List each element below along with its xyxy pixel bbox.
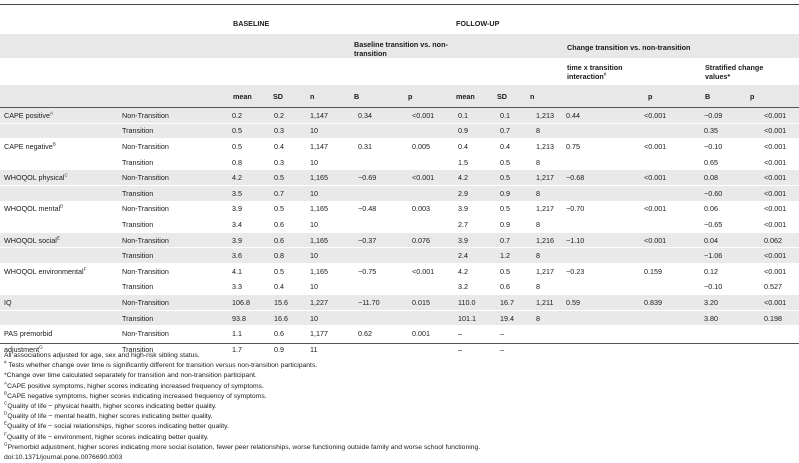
table-cell — [354, 123, 408, 139]
table-cell: 0.2 — [270, 108, 306, 123]
table-row — [0, 326, 799, 342]
table-cell — [354, 279, 408, 295]
table-cell: 0.4 — [274, 141, 284, 151]
table-cell: <0.001 — [640, 108, 700, 123]
table-cell: 1,213 — [532, 108, 562, 123]
table-cell: 1,165 — [306, 170, 354, 186]
row-label — [0, 123, 118, 139]
table-cell: 0.198 — [760, 310, 799, 326]
table-cell: 3.9 — [228, 232, 270, 248]
table-cell — [354, 248, 408, 264]
table-row — [0, 263, 799, 279]
table-cell: <0.001 — [640, 170, 700, 186]
row-group: Non-Transition — [118, 232, 228, 248]
table-row — [0, 108, 799, 123]
table-cell: −0.68 — [562, 170, 640, 186]
table-cell: 10 — [306, 248, 354, 264]
table-cell: 0.8 — [270, 248, 306, 264]
interaction-header: time x transition interaction# — [567, 63, 623, 81]
table-cell: 0.65 — [704, 157, 718, 167]
column-header: p — [750, 92, 755, 101]
table-cell: 0.5 — [500, 204, 510, 214]
table-cell: 2.7 — [458, 219, 468, 229]
row-group: Non-Transition — [122, 329, 169, 339]
table-cell: 1,217 — [536, 204, 554, 214]
table-cell: 3.5 — [228, 185, 270, 201]
table-cell — [354, 310, 408, 326]
table-row — [0, 154, 799, 170]
table-cell: <0.001 — [760, 185, 799, 201]
row-label: WHOQOL environmental$^F$ — [4, 266, 87, 276]
table-cell — [640, 279, 700, 295]
table-cell — [640, 185, 700, 201]
table-cell: 8 — [536, 219, 540, 229]
table-cell: −0.60 — [700, 185, 760, 201]
table-cell: 0.5 — [500, 157, 510, 167]
table-cell — [562, 154, 640, 170]
table-cell: 1,165 — [306, 232, 354, 248]
table-cell: <0.001 — [764, 219, 787, 229]
table-cell: 3.9 — [458, 204, 468, 214]
table-cell — [354, 154, 408, 170]
row-label: CAPE negative$^B$ — [4, 141, 56, 151]
table-cell: <0.001 — [640, 232, 700, 248]
table-cell: <0.001 — [408, 170, 454, 186]
table-cell: 16.7 — [496, 295, 532, 311]
table-cell: <0.001 — [764, 266, 787, 276]
table-cell: −0.37 — [354, 232, 408, 248]
stratified-header: Stratified change values* — [705, 63, 764, 81]
followup-header: FOLLOW-UP — [456, 19, 500, 28]
table-cell: −11.70 — [354, 295, 408, 311]
table-cell: 0.4 — [274, 282, 284, 292]
table-cell: 0.1 — [454, 108, 496, 123]
table-cell: 0.08 — [700, 170, 760, 186]
table-note: $^C$Quality of life − physical health, higher scores indicating better quality. — [4, 400, 217, 411]
column-header: mean — [456, 92, 475, 101]
table-cell — [640, 326, 700, 342]
table-cell — [562, 123, 640, 139]
table-cell: 0.04 — [700, 232, 760, 248]
table-cell: −0.65 — [704, 219, 723, 229]
data-table — [0, 108, 799, 358]
table-cell — [640, 310, 700, 326]
table-cell: −1.06 — [700, 248, 760, 264]
table-cell: – — [500, 344, 504, 354]
table-cell: 0.3 — [274, 157, 284, 167]
table-note: All associations adjusted for age, sex and high-risk sibling status. — [4, 352, 200, 359]
table-cell: – — [458, 344, 462, 354]
table-cell: 4.1 — [232, 266, 242, 276]
table-cell: 0.06 — [704, 204, 718, 214]
table-cell: 1.7 — [232, 344, 242, 354]
table-cell: 0.7 — [496, 232, 532, 248]
column-header: p — [648, 92, 653, 101]
table-cell: −0.09 — [700, 108, 760, 123]
top-rule — [0, 4, 799, 5]
table-cell — [640, 217, 700, 233]
table-cell: 2.9 — [454, 185, 496, 201]
table-cell: 0.7 — [270, 185, 306, 201]
row-label — [0, 279, 118, 295]
table-cell: 0.5 — [274, 266, 284, 276]
table-cell: 3.6 — [228, 248, 270, 264]
baseline-header: BASELINE — [233, 19, 270, 28]
table-cell: 0.34 — [354, 108, 408, 123]
table-cell: 1.5 — [458, 157, 468, 167]
table-cell: 0.6 — [500, 282, 510, 292]
table-note: $^G$Premorbid adjustment, higher scores indicating more social isolation, fewer peer relationships, worse functioning outside family and worse school functioning. — [4, 441, 481, 451]
table-note: $^B$CAPE negative symptoms, higher scores indicating increased frequency of symptoms. — [4, 390, 267, 400]
table-row — [0, 279, 799, 295]
table-row — [0, 170, 799, 186]
table-cell — [640, 248, 700, 264]
row-group: Non-Transition — [118, 170, 228, 186]
table-row — [0, 232, 799, 248]
table-cell — [408, 279, 454, 295]
table-cell: 8 — [536, 282, 540, 292]
column-header: mean — [233, 92, 252, 101]
row-label — [0, 310, 118, 326]
row-group: Non-Transition — [118, 108, 228, 123]
table-cell: 0.9 — [454, 123, 496, 139]
table-cell: 3.2 — [458, 282, 468, 292]
table-cell: 0.5 — [228, 123, 270, 139]
table-cell: 10 — [310, 282, 318, 292]
row-group: Transition — [122, 282, 154, 292]
table-cell: 0.001 — [412, 329, 430, 339]
table-cell — [562, 326, 640, 342]
table-cell: 0.062 — [760, 232, 799, 248]
table-cell: 0.4 — [500, 141, 510, 151]
table-row — [0, 217, 799, 233]
table-cell — [532, 326, 562, 342]
table-cell: 1,165 — [310, 266, 328, 276]
row-group: Transition — [118, 123, 228, 139]
row-group: Transition — [118, 248, 228, 264]
table-cell: 8 — [532, 123, 562, 139]
table-cell: 1,147 — [310, 141, 328, 151]
table-cell: 4.2 — [454, 170, 496, 186]
table-cell: 0.44 — [562, 108, 640, 123]
baseline-transition-header: Baseline transition vs. non-transition — [354, 40, 448, 58]
table-cell: 3.9 — [232, 204, 242, 214]
table-row — [0, 123, 799, 139]
row-label — [0, 154, 118, 170]
table-cell — [562, 185, 640, 201]
table-note: *Change over time calculated separately for transition and non-transition participant. — [4, 372, 257, 380]
table-cell: 1,217 — [532, 170, 562, 186]
table-row — [0, 139, 799, 155]
column-header: SD — [497, 92, 507, 101]
table-cell: <0.001 — [764, 204, 787, 214]
row-group: Non-Transition — [118, 295, 228, 311]
table-cell — [562, 217, 640, 233]
table-cell — [640, 123, 700, 139]
table-cell: −0.23 — [566, 266, 585, 276]
table-cell: 1,177 — [310, 329, 328, 339]
table-cell: 0.5 — [270, 170, 306, 186]
row-group: Transition — [118, 310, 228, 326]
row-label: CAPE positive$^A$ — [0, 108, 118, 123]
row-label: adjustment$^G$ — [4, 344, 43, 354]
table-cell: 0.12 — [704, 266, 718, 276]
table-cell: 0.003 — [412, 204, 430, 214]
table-cell: 106.8 — [228, 295, 270, 311]
table-cell — [408, 310, 454, 326]
table-cell: 0.076 — [408, 232, 454, 248]
table-cell — [640, 154, 700, 170]
table-row — [0, 201, 799, 217]
row-label: PAS premorbid — [4, 329, 53, 339]
row-group: Non-Transition — [122, 204, 169, 214]
table-cell — [408, 248, 454, 264]
table-cell: 0.31 — [358, 141, 372, 151]
table-cell: <0.001 — [408, 108, 454, 123]
table-cell: 3.80 — [700, 310, 760, 326]
row-label — [0, 185, 118, 201]
row-label — [0, 248, 118, 264]
table-cell — [562, 279, 640, 295]
table-cell: 0.6 — [270, 232, 306, 248]
table-cell — [760, 326, 799, 342]
table-cell: 1.2 — [496, 248, 532, 264]
table-cell: <0.001 — [760, 123, 799, 139]
table-cell — [354, 217, 408, 233]
table-cell: 4.2 — [228, 170, 270, 186]
table-cell: 0.62 — [358, 329, 372, 339]
table-cell: 8 — [532, 248, 562, 264]
table-cell: 10 — [306, 123, 354, 139]
table-cell: 0.5 — [232, 141, 242, 151]
table-cell: 1,217 — [536, 266, 554, 276]
table-cell: 3.20 — [700, 295, 760, 311]
table-cell: 8 — [532, 310, 562, 326]
table-cell: 0.8 — [232, 157, 242, 167]
table-cell: 3.4 — [232, 219, 242, 229]
row-group: Transition — [122, 344, 154, 354]
table-cell — [408, 123, 454, 139]
table-cell: 1.1 — [232, 329, 242, 339]
table-cell: 0.75 — [566, 141, 580, 151]
table-cell: 0.6 — [274, 329, 284, 339]
row-label: WHOQOL physical$^C$ — [0, 170, 118, 186]
table-cell: 19.4 — [496, 310, 532, 326]
table-cell: 0.7 — [496, 123, 532, 139]
table-cell: 3.3 — [232, 282, 242, 292]
column-header: n — [530, 92, 535, 101]
table-cell: 0.6 — [274, 219, 284, 229]
table-cell: 0.9 — [500, 219, 510, 229]
table-cell — [408, 185, 454, 201]
table-cell — [562, 248, 640, 264]
table-cell: −0.10 — [704, 141, 723, 151]
table-cell: 0.1 — [496, 108, 532, 123]
change-transition-header: Change transition vs. non-transition — [567, 43, 691, 52]
table-cell: <0.001 — [760, 170, 799, 186]
table-note: $^D$Quality of life − mental health, higher scores indicating better quality. — [4, 410, 213, 421]
table-cell: 2.4 — [454, 248, 496, 264]
table-cell: 1,165 — [310, 204, 328, 214]
table-cell: 10 — [310, 157, 318, 167]
table-cell: 0.5 — [500, 266, 510, 276]
header-band-3 — [0, 85, 799, 107]
table-cell: 0.9 — [496, 185, 532, 201]
table-cell: 0.5 — [496, 170, 532, 186]
table-note: $^F$Quality of life − environment, higher scores indicating better quality. — [4, 431, 209, 441]
table-cell: 0.527 — [764, 282, 782, 292]
row-label: WHOQOL social$^E$ — [0, 232, 118, 248]
table-cell: 8 — [536, 157, 540, 167]
table-note: # Tests whether change over time is significantly different for transition versus non-transition participants. — [4, 359, 318, 370]
table-cell: 4.2 — [458, 266, 468, 276]
table-cell: 1,216 — [532, 232, 562, 248]
table-cell: 16.6 — [270, 310, 306, 326]
row-label — [0, 217, 118, 233]
table-cell: 0.4 — [458, 141, 468, 151]
table-row — [0, 310, 799, 326]
table-cell: 10 — [310, 219, 318, 229]
table-cell: 0.015 — [408, 295, 454, 311]
table-cell: 0.159 — [644, 266, 662, 276]
column-header: B — [705, 92, 711, 101]
table-cell — [700, 326, 760, 342]
table-cell: −0.75 — [358, 266, 377, 276]
table-cell: −0.48 — [358, 204, 377, 214]
table-note: $^E$Quality of life − social relationships, higher scores indicating better quality. — [4, 421, 229, 431]
table-cell: 1,213 — [536, 141, 554, 151]
table-cell: 0.005 — [412, 141, 430, 151]
table-cell: <0.001 — [644, 204, 667, 214]
table-cell: 0.9 — [274, 344, 284, 354]
table-cell: −1.10 — [562, 232, 640, 248]
table-cell — [354, 185, 408, 201]
table-cell: – — [500, 329, 504, 339]
table-cell: 1,147 — [306, 108, 354, 123]
table-cell: 0.839 — [640, 295, 700, 311]
table-cell: 10 — [306, 185, 354, 201]
table-cell: <0.001 — [412, 266, 435, 276]
row-group: Non-Transition — [122, 141, 169, 151]
table-cell: 101.1 — [454, 310, 496, 326]
table-cell: 0.5 — [274, 204, 284, 214]
table-row — [0, 185, 799, 201]
row-label: IQ — [0, 295, 118, 311]
table-cell: <0.001 — [760, 108, 799, 123]
table-cell: 0.59 — [562, 295, 640, 311]
table-cell: 1,227 — [306, 295, 354, 311]
table-cell: −0.69 — [354, 170, 408, 186]
footer-rule — [0, 343, 799, 344]
table-cell: 10 — [306, 310, 354, 326]
table-cell: 3.9 — [454, 232, 496, 248]
table-cell: −0.70 — [566, 204, 585, 214]
table-row — [0, 295, 799, 311]
row-group: Transition — [122, 219, 154, 229]
row-group: Transition — [122, 157, 154, 167]
table-cell — [562, 310, 640, 326]
table-cell: <0.001 — [760, 295, 799, 311]
table-cell: 15.6 — [270, 295, 306, 311]
table-cell: 0.3 — [270, 123, 306, 139]
table-cell: – — [458, 329, 462, 339]
table-cell: 110.0 — [454, 295, 496, 311]
table-cell: <0.001 — [764, 157, 787, 167]
table-note: doi:10.1371/journal.pone.0076690.t003 — [4, 454, 123, 462]
table-cell: 1,211 — [532, 295, 562, 311]
table-notes — [4, 351, 794, 463]
column-header: SD — [273, 92, 283, 101]
row-label: WHOQOL mental$^D$ — [4, 203, 64, 214]
column-header: B — [354, 92, 360, 101]
row-group: Transition — [118, 185, 228, 201]
table-cell: −0.10 — [704, 282, 723, 292]
table-cell: 8 — [532, 185, 562, 201]
row-group: Non-Transition — [122, 266, 169, 276]
table-cell — [408, 217, 454, 233]
table-row — [0, 248, 799, 264]
table-cell: <0.001 — [760, 248, 799, 264]
column-header: n — [310, 92, 315, 101]
table-cell: 0.2 — [228, 108, 270, 123]
column-header: p — [408, 92, 413, 101]
table-cell: 0.35 — [700, 123, 760, 139]
table-cell — [408, 154, 454, 170]
table-cell: 11 — [310, 344, 318, 354]
table-cell: <0.001 — [764, 141, 787, 151]
table-cell: 93.8 — [228, 310, 270, 326]
table-cell: <0.001 — [644, 141, 667, 151]
table-note: $^A$CAPE positive symptoms, higher scores indicating increased frequency of symptoms. — [4, 380, 264, 390]
